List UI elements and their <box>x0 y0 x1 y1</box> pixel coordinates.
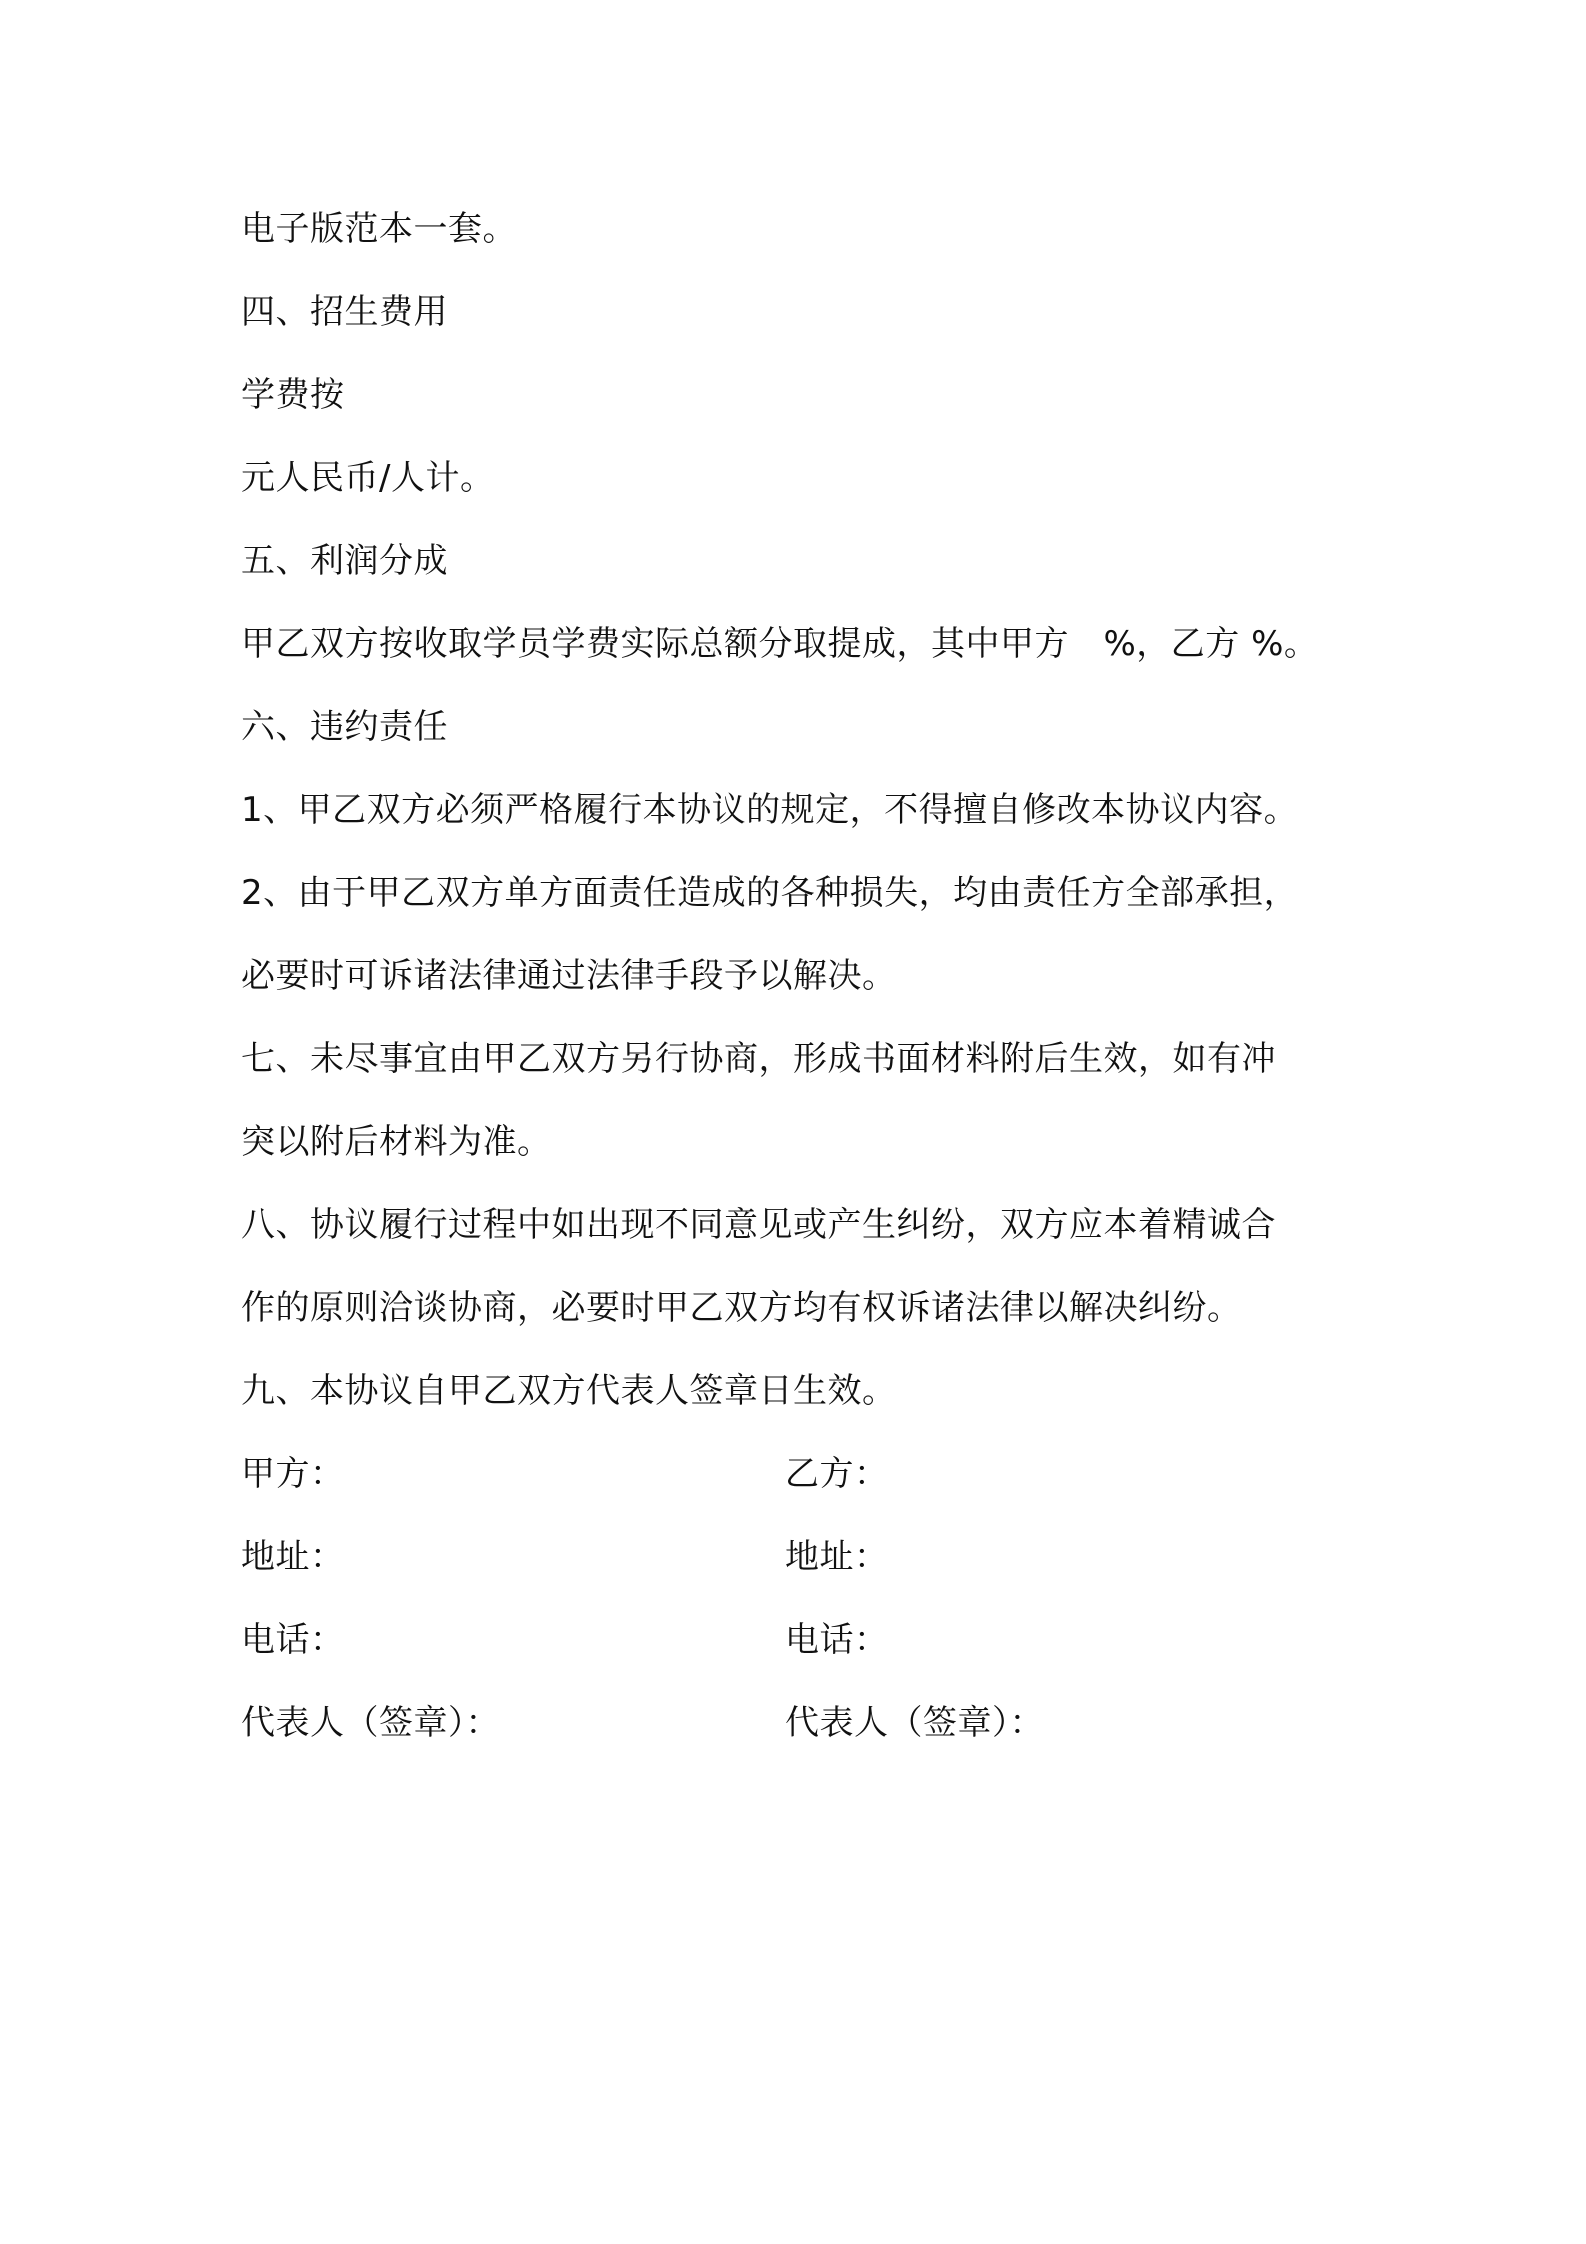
party-b-representative-label: 代表人（签章）： <box>785 1703 1044 1743</box>
paragraph-tuition-2: 元人民币/人计。 <box>241 458 495 498</box>
clause-9: 九、本协议自甲乙双方代表人签章日生效。 <box>241 1371 897 1411</box>
clause-8-line-1: 八、协议履行过程中如出现不同意见或产生纠纷，双方应本着精诚合 <box>241 1205 1276 1245</box>
party-b-phone-label: 电话： <box>785 1620 889 1660</box>
party-a-phone-label: 电话： <box>241 1620 345 1660</box>
section-heading-6: 六、违约责任 <box>241 707 448 747</box>
section-heading-5: 五、利润分成 <box>241 541 448 581</box>
paragraph-tuition-1: 学费按 <box>241 375 345 415</box>
clause-7-line-2: 突以附后材料为准。 <box>241 1122 552 1162</box>
clause-8-line-2: 作的原则洽谈协商，必要时甲乙双方均有权诉诸法律以解决纠纷。 <box>241 1288 1242 1328</box>
party-a-label: 甲方： <box>241 1454 345 1494</box>
section-heading-4: 四、招生费用 <box>241 292 448 332</box>
clause-6-2-line-1: 2、由于甲乙双方单方面责任造成的各种损失，均由责任方全部承担， <box>241 873 1299 913</box>
clause-6-2-line-2: 必要时可诉诸法律通过法律手段予以解决。 <box>241 956 897 996</box>
paragraph-template-note: 电子版范本一套。 <box>241 209 517 249</box>
party-b-label: 乙方： <box>785 1454 889 1494</box>
paragraph-profit-split: 甲乙双方按收取学员学费实际总额分取提成，其中甲方 %，乙方 %。 <box>241 624 1319 664</box>
party-a-representative-label: 代表人（签章）： <box>241 1703 500 1743</box>
clause-6-1: 1、甲乙双方必须严格履行本协议的规定，不得擅自修改本协议内容。 <box>241 790 1299 830</box>
party-a-address-label: 地址： <box>241 1537 345 1577</box>
clause-7-line-1: 七、未尽事宜由甲乙双方另行协商，形成书面材料附后生效，如有冲 <box>241 1039 1276 1079</box>
party-b-address-label: 地址： <box>785 1537 889 1577</box>
